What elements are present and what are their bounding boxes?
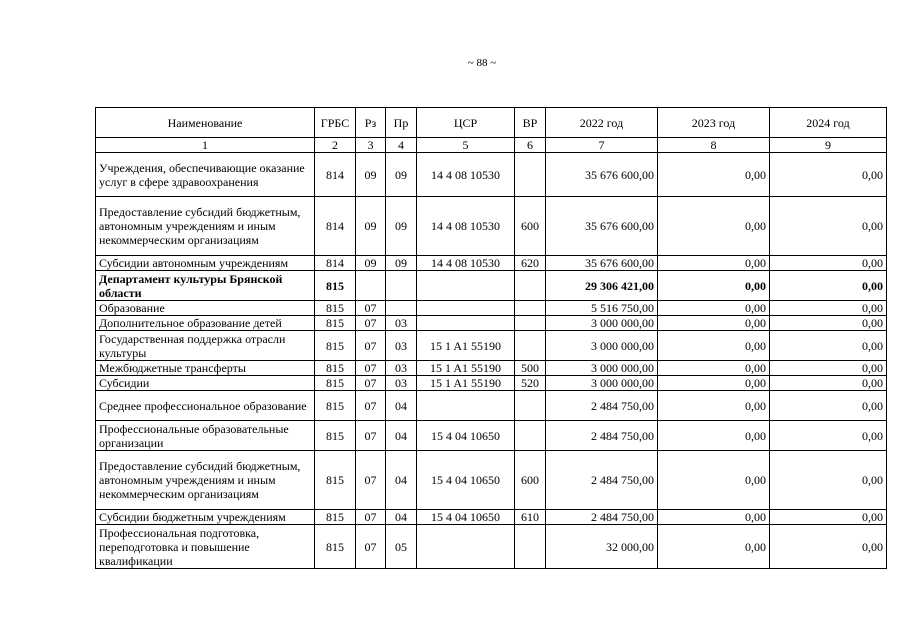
cell-name: Субсидии <box>96 376 315 391</box>
cell-2022: 35 676 600,00 <box>546 197 658 256</box>
column-number: 1 <box>96 138 315 153</box>
cell-grbs: 814 <box>315 197 356 256</box>
cell-2022: 29 306 421,00 <box>546 271 658 301</box>
cell-2023: 0,00 <box>658 510 770 525</box>
table-row <box>96 421 887 451</box>
cell-pr: 04 <box>386 451 417 510</box>
cell-2023: 0,00 <box>658 301 770 316</box>
cell-2023: 0,00 <box>658 391 770 421</box>
cell-rz: 09 <box>356 197 386 256</box>
table-row <box>96 271 887 301</box>
table-row <box>96 197 887 256</box>
cell-pr: 09 <box>386 197 417 256</box>
cell-2022: 3 000 000,00 <box>546 361 658 376</box>
column-header-2022: 2022 год <box>546 108 658 138</box>
table-row <box>96 391 887 421</box>
cell-csr: 15 1 A1 55190 <box>417 331 515 361</box>
cell-name: Профессиональная подготовка, переподготовка и повышение квалификации <box>96 525 315 569</box>
cell-csr <box>417 301 515 316</box>
cell-name: Среднее профессиональное образование <box>96 391 315 421</box>
cell-2023: 0,00 <box>658 376 770 391</box>
cell-grbs: 815 <box>315 391 356 421</box>
cell-2024: 0,00 <box>770 391 887 421</box>
cell-vr <box>515 271 546 301</box>
cell-vr <box>515 316 546 331</box>
cell-name: Субсидии автономным учреждениям <box>96 256 315 271</box>
cell-csr: 15 4 04 10650 <box>417 421 515 451</box>
column-header-2024: 2024 год <box>770 108 887 138</box>
table-row <box>96 451 887 510</box>
column-header-name: Наименование <box>96 108 315 138</box>
cell-csr <box>417 271 515 301</box>
cell-rz: 07 <box>356 331 386 361</box>
cell-2023: 0,00 <box>658 197 770 256</box>
cell-rz: 09 <box>356 256 386 271</box>
cell-2023: 0,00 <box>658 316 770 331</box>
cell-2022: 2 484 750,00 <box>546 421 658 451</box>
cell-csr: 15 1 A1 55190 <box>417 361 515 376</box>
cell-2023: 0,00 <box>658 256 770 271</box>
column-header-2023: 2023 год <box>658 108 770 138</box>
cell-2022: 3 000 000,00 <box>546 316 658 331</box>
table-row <box>96 316 887 331</box>
cell-grbs: 815 <box>315 451 356 510</box>
cell-pr <box>386 271 417 301</box>
page-number: ~ 88 ~ <box>467 57 497 69</box>
column-header-rz: Рз <box>356 108 386 138</box>
cell-csr: 14 4 08 10530 <box>417 256 515 271</box>
cell-2024: 0,00 <box>770 510 887 525</box>
cell-pr: 05 <box>386 525 417 569</box>
cell-pr: 03 <box>386 376 417 391</box>
table-row <box>96 331 887 361</box>
cell-grbs: 815 <box>315 525 356 569</box>
cell-rz: 07 <box>356 391 386 421</box>
table-row <box>96 256 887 271</box>
column-header-csr: ЦСР <box>417 108 515 138</box>
cell-name: Учреждения, обеспечивающие оказание услуг в сфере здравоохранения <box>96 153 315 197</box>
cell-rz: 07 <box>356 451 386 510</box>
cell-csr: 15 1 A1 55190 <box>417 376 515 391</box>
cell-rz: 07 <box>356 525 386 569</box>
cell-csr <box>417 391 515 421</box>
column-header-pr: Пр <box>386 108 417 138</box>
cell-csr <box>417 316 515 331</box>
cell-rz: 09 <box>356 153 386 197</box>
cell-2024: 0,00 <box>770 361 887 376</box>
cell-2022: 5 516 750,00 <box>546 301 658 316</box>
table-row <box>96 525 887 569</box>
cell-rz <box>356 271 386 301</box>
cell-pr <box>386 301 417 316</box>
cell-grbs: 814 <box>315 153 356 197</box>
cell-2024: 0,00 <box>770 153 887 197</box>
cell-pr: 04 <box>386 391 417 421</box>
cell-vr <box>515 391 546 421</box>
cell-2023: 0,00 <box>658 451 770 510</box>
cell-grbs: 815 <box>315 301 356 316</box>
cell-grbs: 815 <box>315 331 356 361</box>
column-header-grbs: ГРБС <box>315 108 356 138</box>
cell-2022: 35 676 600,00 <box>546 256 658 271</box>
cell-2024: 0,00 <box>770 421 887 451</box>
cell-rz: 07 <box>356 361 386 376</box>
cell-2022: 2 484 750,00 <box>546 391 658 421</box>
cell-pr: 03 <box>386 316 417 331</box>
cell-vr <box>515 301 546 316</box>
cell-vr <box>515 525 546 569</box>
cell-csr: 15 4 04 10650 <box>417 451 515 510</box>
cell-rz: 07 <box>356 510 386 525</box>
table-row <box>96 301 887 316</box>
table-row <box>96 510 887 525</box>
cell-pr: 03 <box>386 331 417 361</box>
cell-2024: 0,00 <box>770 525 887 569</box>
column-number: 9 <box>770 138 887 153</box>
cell-2022: 35 676 600,00 <box>546 153 658 197</box>
cell-2022: 2 484 750,00 <box>546 451 658 510</box>
column-number: 7 <box>546 138 658 153</box>
cell-vr: 600 <box>515 451 546 510</box>
cell-vr: 500 <box>515 361 546 376</box>
cell-name: Государственная поддержка отрасли культуры <box>96 331 315 361</box>
cell-2023: 0,00 <box>658 331 770 361</box>
cell-name: Предоставление субсидий бюджетным, автономным учреждениям и иным некоммерческим организациям <box>96 197 315 256</box>
cell-grbs: 815 <box>315 271 356 301</box>
cell-grbs: 815 <box>315 510 356 525</box>
column-number-row <box>96 138 887 153</box>
cell-grbs: 815 <box>315 421 356 451</box>
cell-vr <box>515 331 546 361</box>
column-header-vr: ВР <box>515 108 546 138</box>
cell-csr: 14 4 08 10530 <box>417 197 515 256</box>
cell-2024: 0,00 <box>770 271 887 301</box>
cell-2024: 0,00 <box>770 316 887 331</box>
cell-rz: 07 <box>356 301 386 316</box>
cell-2023: 0,00 <box>658 153 770 197</box>
cell-csr: 14 4 08 10530 <box>417 153 515 197</box>
cell-2023: 0,00 <box>658 525 770 569</box>
cell-vr: 620 <box>515 256 546 271</box>
cell-rz: 07 <box>356 421 386 451</box>
cell-name: Профессиональные образовательные организации <box>96 421 315 451</box>
cell-2023: 0,00 <box>658 361 770 376</box>
cell-2023: 0,00 <box>658 271 770 301</box>
header-row <box>96 108 887 138</box>
cell-name: Образование <box>96 301 315 316</box>
cell-2024: 0,00 <box>770 331 887 361</box>
cell-csr <box>417 525 515 569</box>
cell-2022: 3 000 000,00 <box>546 331 658 361</box>
cell-vr <box>515 153 546 197</box>
budget-table <box>95 107 887 569</box>
cell-vr: 520 <box>515 376 546 391</box>
cell-name: Межбюджетные трансферты <box>96 361 315 376</box>
column-number: 3 <box>356 138 386 153</box>
cell-pr: 04 <box>386 421 417 451</box>
cell-2022: 32 000,00 <box>546 525 658 569</box>
cell-2024: 0,00 <box>770 376 887 391</box>
cell-name: Департамент культуры Брянской области <box>96 271 315 301</box>
cell-pr: 04 <box>386 510 417 525</box>
cell-vr <box>515 421 546 451</box>
cell-2024: 0,00 <box>770 301 887 316</box>
column-number: 8 <box>658 138 770 153</box>
cell-grbs: 815 <box>315 316 356 331</box>
column-number: 6 <box>515 138 546 153</box>
cell-name: Субсидии бюджетным учреждениям <box>96 510 315 525</box>
cell-pr: 03 <box>386 361 417 376</box>
cell-2024: 0,00 <box>770 256 887 271</box>
cell-name: Предоставление субсидий бюджетным, автономным учреждениям и иным некоммерческим организациям <box>96 451 315 510</box>
cell-2022: 3 000 000,00 <box>546 376 658 391</box>
cell-csr: 15 4 04 10650 <box>417 510 515 525</box>
cell-grbs: 814 <box>315 256 356 271</box>
table-row <box>96 376 887 391</box>
cell-rz: 07 <box>356 376 386 391</box>
cell-2023: 0,00 <box>658 421 770 451</box>
cell-grbs: 815 <box>315 361 356 376</box>
cell-2024: 0,00 <box>770 451 887 510</box>
cell-name: Дополнительное образование детей <box>96 316 315 331</box>
column-number: 5 <box>417 138 515 153</box>
table-row <box>96 361 887 376</box>
cell-pr: 09 <box>386 153 417 197</box>
cell-2024: 0,00 <box>770 197 887 256</box>
column-number: 2 <box>315 138 356 153</box>
cell-pr: 09 <box>386 256 417 271</box>
column-number: 4 <box>386 138 417 153</box>
cell-2022: 2 484 750,00 <box>546 510 658 525</box>
table-row <box>96 153 887 197</box>
cell-vr: 600 <box>515 197 546 256</box>
cell-rz: 07 <box>356 316 386 331</box>
cell-vr: 610 <box>515 510 546 525</box>
cell-grbs: 815 <box>315 376 356 391</box>
